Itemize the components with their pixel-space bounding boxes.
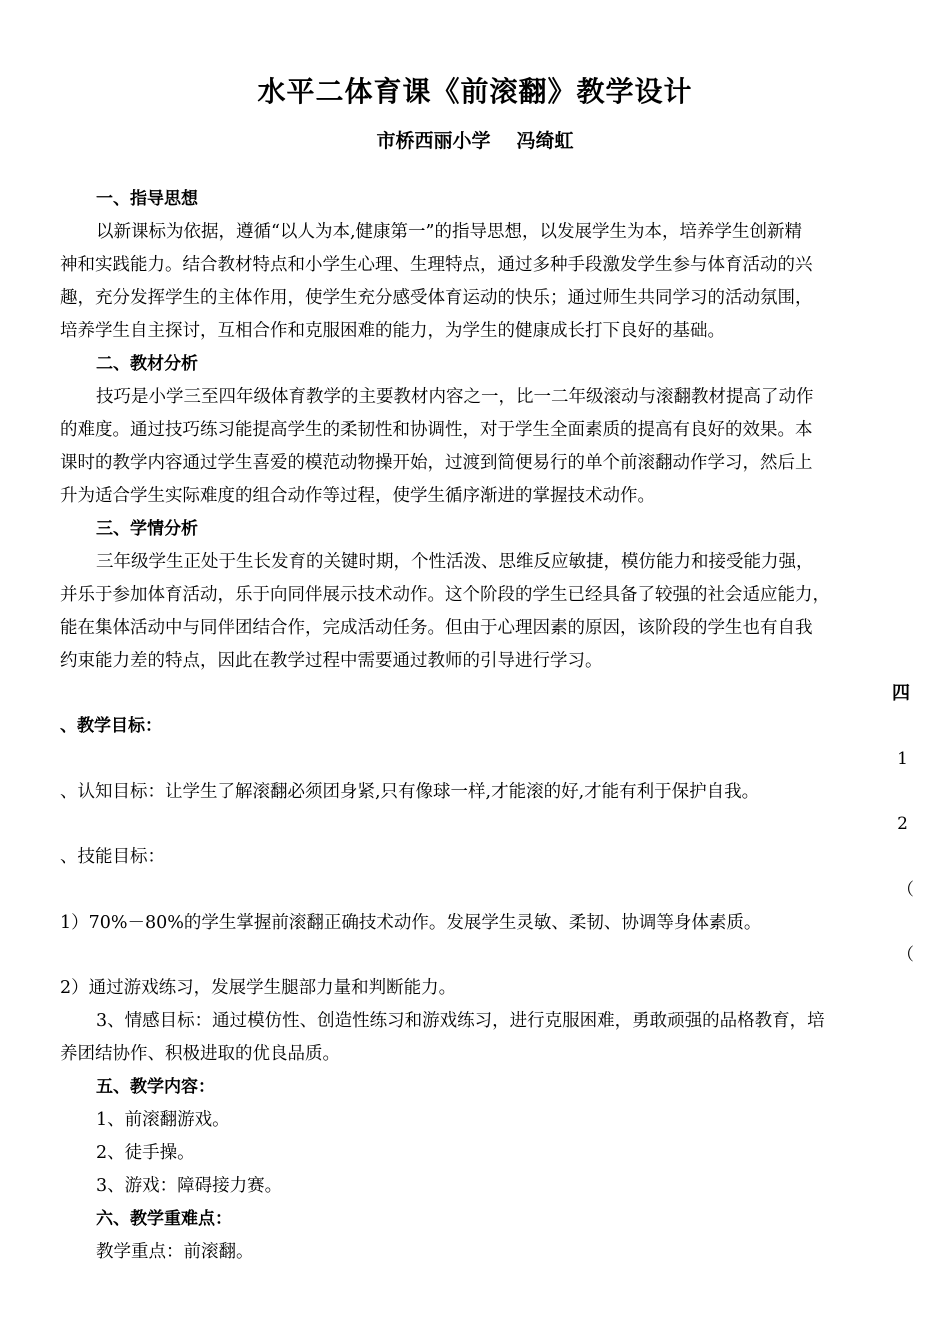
paragraph-line: 神和实践能力。结合教材特点和小学生心理、生理特点，通过多种手段激发学生参与体育活动的兴	[60, 255, 813, 275]
section-heading-guiding-idea: 一、指导思想	[96, 189, 198, 209]
section-heading-teaching-goals: 、教学目标：	[60, 716, 162, 736]
paragraph-line: 技巧是小学三至四年级体育教学的主要教材内容之一，比一二年级滚动与滚翻教材提高了动作	[96, 387, 814, 407]
paragraph-line: 三年级学生正处于生长发育的关键时期，个性活泼、思维反应敏捷，模仿能力和接受能力强，	[96, 552, 814, 572]
paragraph-line: 能在集体活动中与同伴团结合作，完成活动任务。但由于心理因素的原因，该阶段的学生也有自我	[60, 618, 813, 638]
teaching-focus: 教学重点：前滚翻。	[96, 1242, 254, 1262]
paragraph-line: 养团结协作、积极进取的优良品质。	[60, 1044, 340, 1064]
goal-affective: 3、情感目标：通过模仿性、创造性练习和游戏练习，进行克服困难，勇敢顽强的品格教育，培	[96, 1011, 825, 1031]
paragraph-line: 的难度。通过技巧练习能提高学生的柔韧性和协调性，对于学生全面素质的提高有良好的效果。本	[60, 420, 813, 440]
section-number-fragment: 四	[892, 683, 910, 704]
author-line	[0, 126, 950, 153]
paren-fragment: （	[897, 945, 914, 965]
paragraph-line: 以新课标为依据，遵循“以人为本,健康第一”的指导思想，以发展学生为本，培养学生创新精	[96, 222, 802, 242]
author-name: 冯绮虹	[516, 130, 574, 152]
skill-item: 1）70%－80%的学生掌握前滚翻正确技术动作。发展学生灵敏、柔韧、协调等身体素质。	[60, 913, 762, 933]
goal-skill: 、技能目标：	[60, 847, 165, 867]
section-heading-teaching-content: 五、教学内容：	[96, 1077, 215, 1097]
school-name: 市桥西丽小学	[376, 130, 491, 152]
paragraph-line: 升为适合学生实际难度的组合动作等过程，使学生循序渐进的掌握技术动作。	[60, 486, 655, 506]
skill-item: 2）通过游戏练习，发展学生腿部力量和判断能力。	[60, 978, 457, 998]
list-number-fragment: 2	[897, 814, 908, 834]
page-title: 水平二体育课《前滚翻》教学设计	[257, 75, 693, 108]
paragraph-line: 约束能力差的特点，因此在教学过程中需要通过教师的引导进行学习。	[60, 651, 603, 671]
paren-fragment: （	[897, 880, 914, 900]
paragraph-line: 课时的教学内容通过学生喜爱的模范动物操开始，过渡到简便易行的单个前滚翻动作学习，然后上	[60, 453, 813, 473]
paragraph-line: 趣，充分发挥学生的主体作用，使学生充分感受体育运动的快乐；通过师生共同学习的活动氛围，	[60, 288, 813, 308]
paragraph-line: 并乐于参加体育活动，乐于向同伴展示技术动作。这个阶段的学生已经具备了较强的社会适应能力，	[60, 585, 830, 605]
list-item: 2、徒手操。	[96, 1143, 195, 1163]
section-heading-material-analysis: 二、教材分析	[96, 354, 198, 374]
goal-cognitive: 、认知目标：让学生了解滚翻必须团身紧,只有像球一样,才能滚的好,才能有利于保护自我。	[60, 782, 760, 802]
section-heading-student-analysis: 三、学情分析	[96, 519, 198, 539]
paragraph-line: 培养学生自主探讨，互相合作和克服困难的能力，为学生的健康成长打下良好的基础。	[60, 321, 725, 341]
section-heading-key-points: 六、教学重难点：	[96, 1209, 232, 1229]
list-item: 3、游戏：障碍接力赛。	[96, 1176, 283, 1196]
list-number-fragment: 1	[897, 749, 908, 769]
list-item: 1、前滚翻游戏。	[96, 1110, 230, 1130]
